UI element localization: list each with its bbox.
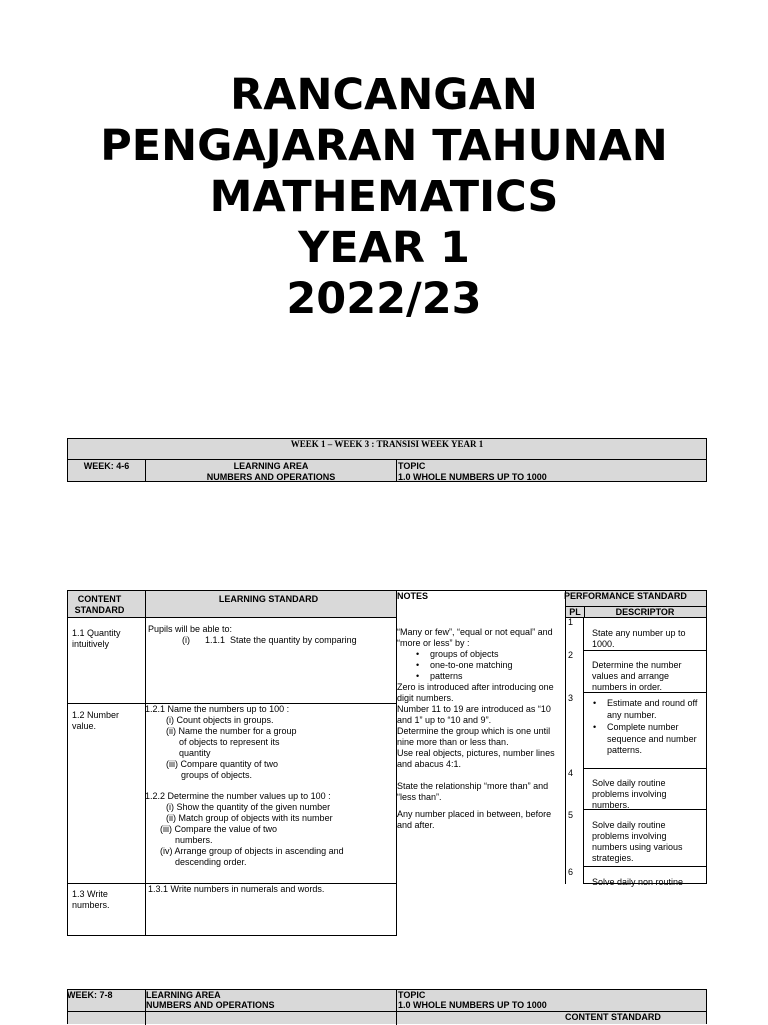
- notes-heading: NOTES: [397, 591, 429, 601]
- pl-value: 3: [568, 693, 574, 703]
- pl-value: 5: [568, 810, 574, 820]
- ls-2-line: 1.2.1 Name the numbers up to 100 :: [145, 704, 290, 714]
- descriptor-3-bullet: • Estimate and round off any number.: [607, 698, 705, 721]
- ls-1-intro: Pupils will be able to:: [148, 624, 233, 634]
- topic-value: 1.0 WHOLE NUMBERS UP TO 1000: [398, 472, 547, 482]
- ls-2-line: descending order.: [175, 857, 247, 867]
- ls-2-line: (iv) Arrange group of objects in ascending and: [160, 846, 344, 856]
- learning-standard-heading: LEARNING STANDARD: [218, 594, 319, 604]
- performance-standard-heading: PERFORMANCE STANDARD: [564, 591, 687, 601]
- ls-2-line: numbers.: [175, 835, 213, 845]
- topic-label-2: TOPIC: [398, 990, 426, 1000]
- title-line-5: 2022/23: [286, 274, 482, 324]
- cs-3-text: 1.3 Write numbers.: [72, 889, 110, 910]
- cs-cell-3: [67, 883, 397, 936]
- title-line-4: YEAR 1: [298, 223, 470, 273]
- notes-line: Use real objects, pictures, number lines and abacus 4:1.: [397, 748, 555, 769]
- topic-label: TOPIC: [398, 461, 426, 471]
- title-line-3: MATHEMATICS: [209, 172, 559, 222]
- ls-1-item: (i) 1.1.1 State the quantity by comparing: [182, 635, 357, 645]
- cs-2-text: 1.2 Number value.: [72, 710, 120, 731]
- title-line-1: RANCANGAN: [230, 70, 538, 120]
- notes-bullet: • groups of objects: [430, 649, 557, 660]
- ls-2-line: of objects to represent its: [179, 737, 280, 747]
- col-notes-header: [396, 590, 566, 618]
- descriptor-3-list: [607, 698, 705, 757]
- ls-2-line: quantity: [179, 748, 211, 758]
- week-label-2: WEEK: 7-8: [67, 990, 113, 1000]
- content-standard-heading-2: CONTENT STANDARD: [565, 1012, 661, 1022]
- notes-block: [397, 627, 557, 831]
- cs-1-text: 1.1 Quantity intuitively: [72, 628, 121, 649]
- descriptor-6: Solve daily non routine: [592, 877, 684, 887]
- ls-2-line: (ii) Name the number for a group: [166, 726, 297, 736]
- descriptor-1: State any number up to 1000.: [592, 628, 686, 649]
- ls-2-line: (ii) Match group of objects with its number: [166, 813, 333, 823]
- notes-line: Number 11 to 19 are introduced as “10 and 1” up to “10 and 9”.: [397, 704, 551, 725]
- pl-value: 4: [568, 768, 574, 778]
- cs-cell-2: [67, 703, 397, 884]
- learning-area-value-2: NUMBERS AND OPERATIONS: [146, 1000, 275, 1010]
- ls-3-text: 1.3.1 Write numbers in numerals and words.: [148, 884, 325, 894]
- descriptor-3-bullet: • Complete number sequence and number patterns.: [607, 722, 705, 757]
- pl-value: 1: [568, 617, 574, 627]
- cs-cell-1: [67, 617, 397, 704]
- ls-2-line: groups of objects.: [181, 770, 253, 780]
- notes-line: State the relationship “more than” and “less than”.: [397, 781, 549, 802]
- document-title: [0, 70, 768, 325]
- title-line-2: PENGAJARAN TAHUNAN: [100, 121, 668, 171]
- ls-2-line: (i) Show the quantity of the given number: [166, 802, 331, 812]
- ls-2-line: [145, 781, 395, 791]
- ls-2-line: 1.2.2 Determine the number values up to 100 :: [145, 791, 331, 801]
- descriptor-heading: DESCRIPTOR: [615, 607, 675, 617]
- ls-2-line: (iii) Compare the value of two: [160, 824, 278, 834]
- week-transition-bar: [67, 438, 707, 460]
- week-info-row: [67, 459, 707, 482]
- notes-bullet: • one-to-one matching: [430, 660, 557, 671]
- notes-line: Determine the group which is one until nine more than or less than.: [397, 726, 551, 747]
- week-info-row-2: [67, 989, 707, 1012]
- col-performance-standard-header: [565, 590, 707, 618]
- pl-heading: PL: [569, 607, 581, 617]
- ls-2-block: [145, 704, 395, 868]
- ls-2-line: (iii) Compare quantity of two: [166, 759, 279, 769]
- performance-grid: [565, 617, 707, 887]
- learning-area-value: NUMBERS AND OPERATIONS: [206, 472, 336, 482]
- topic-value-2: 1.0 WHOLE NUMBERS UP TO 1000: [398, 1000, 547, 1010]
- col-learning-standard-header: [145, 590, 397, 618]
- week-label: WEEK: 4-6: [83, 461, 130, 471]
- learning-area-label: LEARNING AREA: [233, 461, 309, 471]
- notes-line: Zero is introduced after introducing one digit numbers.: [397, 682, 554, 703]
- col-content-standard-header: [67, 590, 146, 618]
- ls-2-line: (i) Count objects in groups.: [166, 715, 274, 725]
- notes-bullet: • patterns: [430, 671, 557, 682]
- learning-area-label-2: LEARNING AREA: [146, 990, 221, 1000]
- pl-value: 2: [568, 650, 574, 660]
- notes-bullet-list: [397, 649, 557, 682]
- descriptor-4: Solve daily routine problems involving numbers.: [592, 778, 667, 810]
- descriptor-2: Determine the number values and arrange numbers in order.: [592, 660, 682, 692]
- pl-value: 6: [568, 867, 574, 877]
- week-transition-text: WEEK 1 – WEEK 3 : TRANSISI WEEK YEAR 1: [290, 439, 484, 449]
- next-table-header: [67, 1011, 707, 1024]
- content-standard-heading: CONTENT STANDARD: [74, 594, 125, 615]
- notes-line: “Many or few”, “equal or not equal” and “more or less” by :: [397, 627, 553, 648]
- notes-line: Any number placed in between, before and after.: [397, 809, 552, 830]
- descriptor-5: Solve daily routine problems involving numbers using various strategies.: [592, 820, 683, 863]
